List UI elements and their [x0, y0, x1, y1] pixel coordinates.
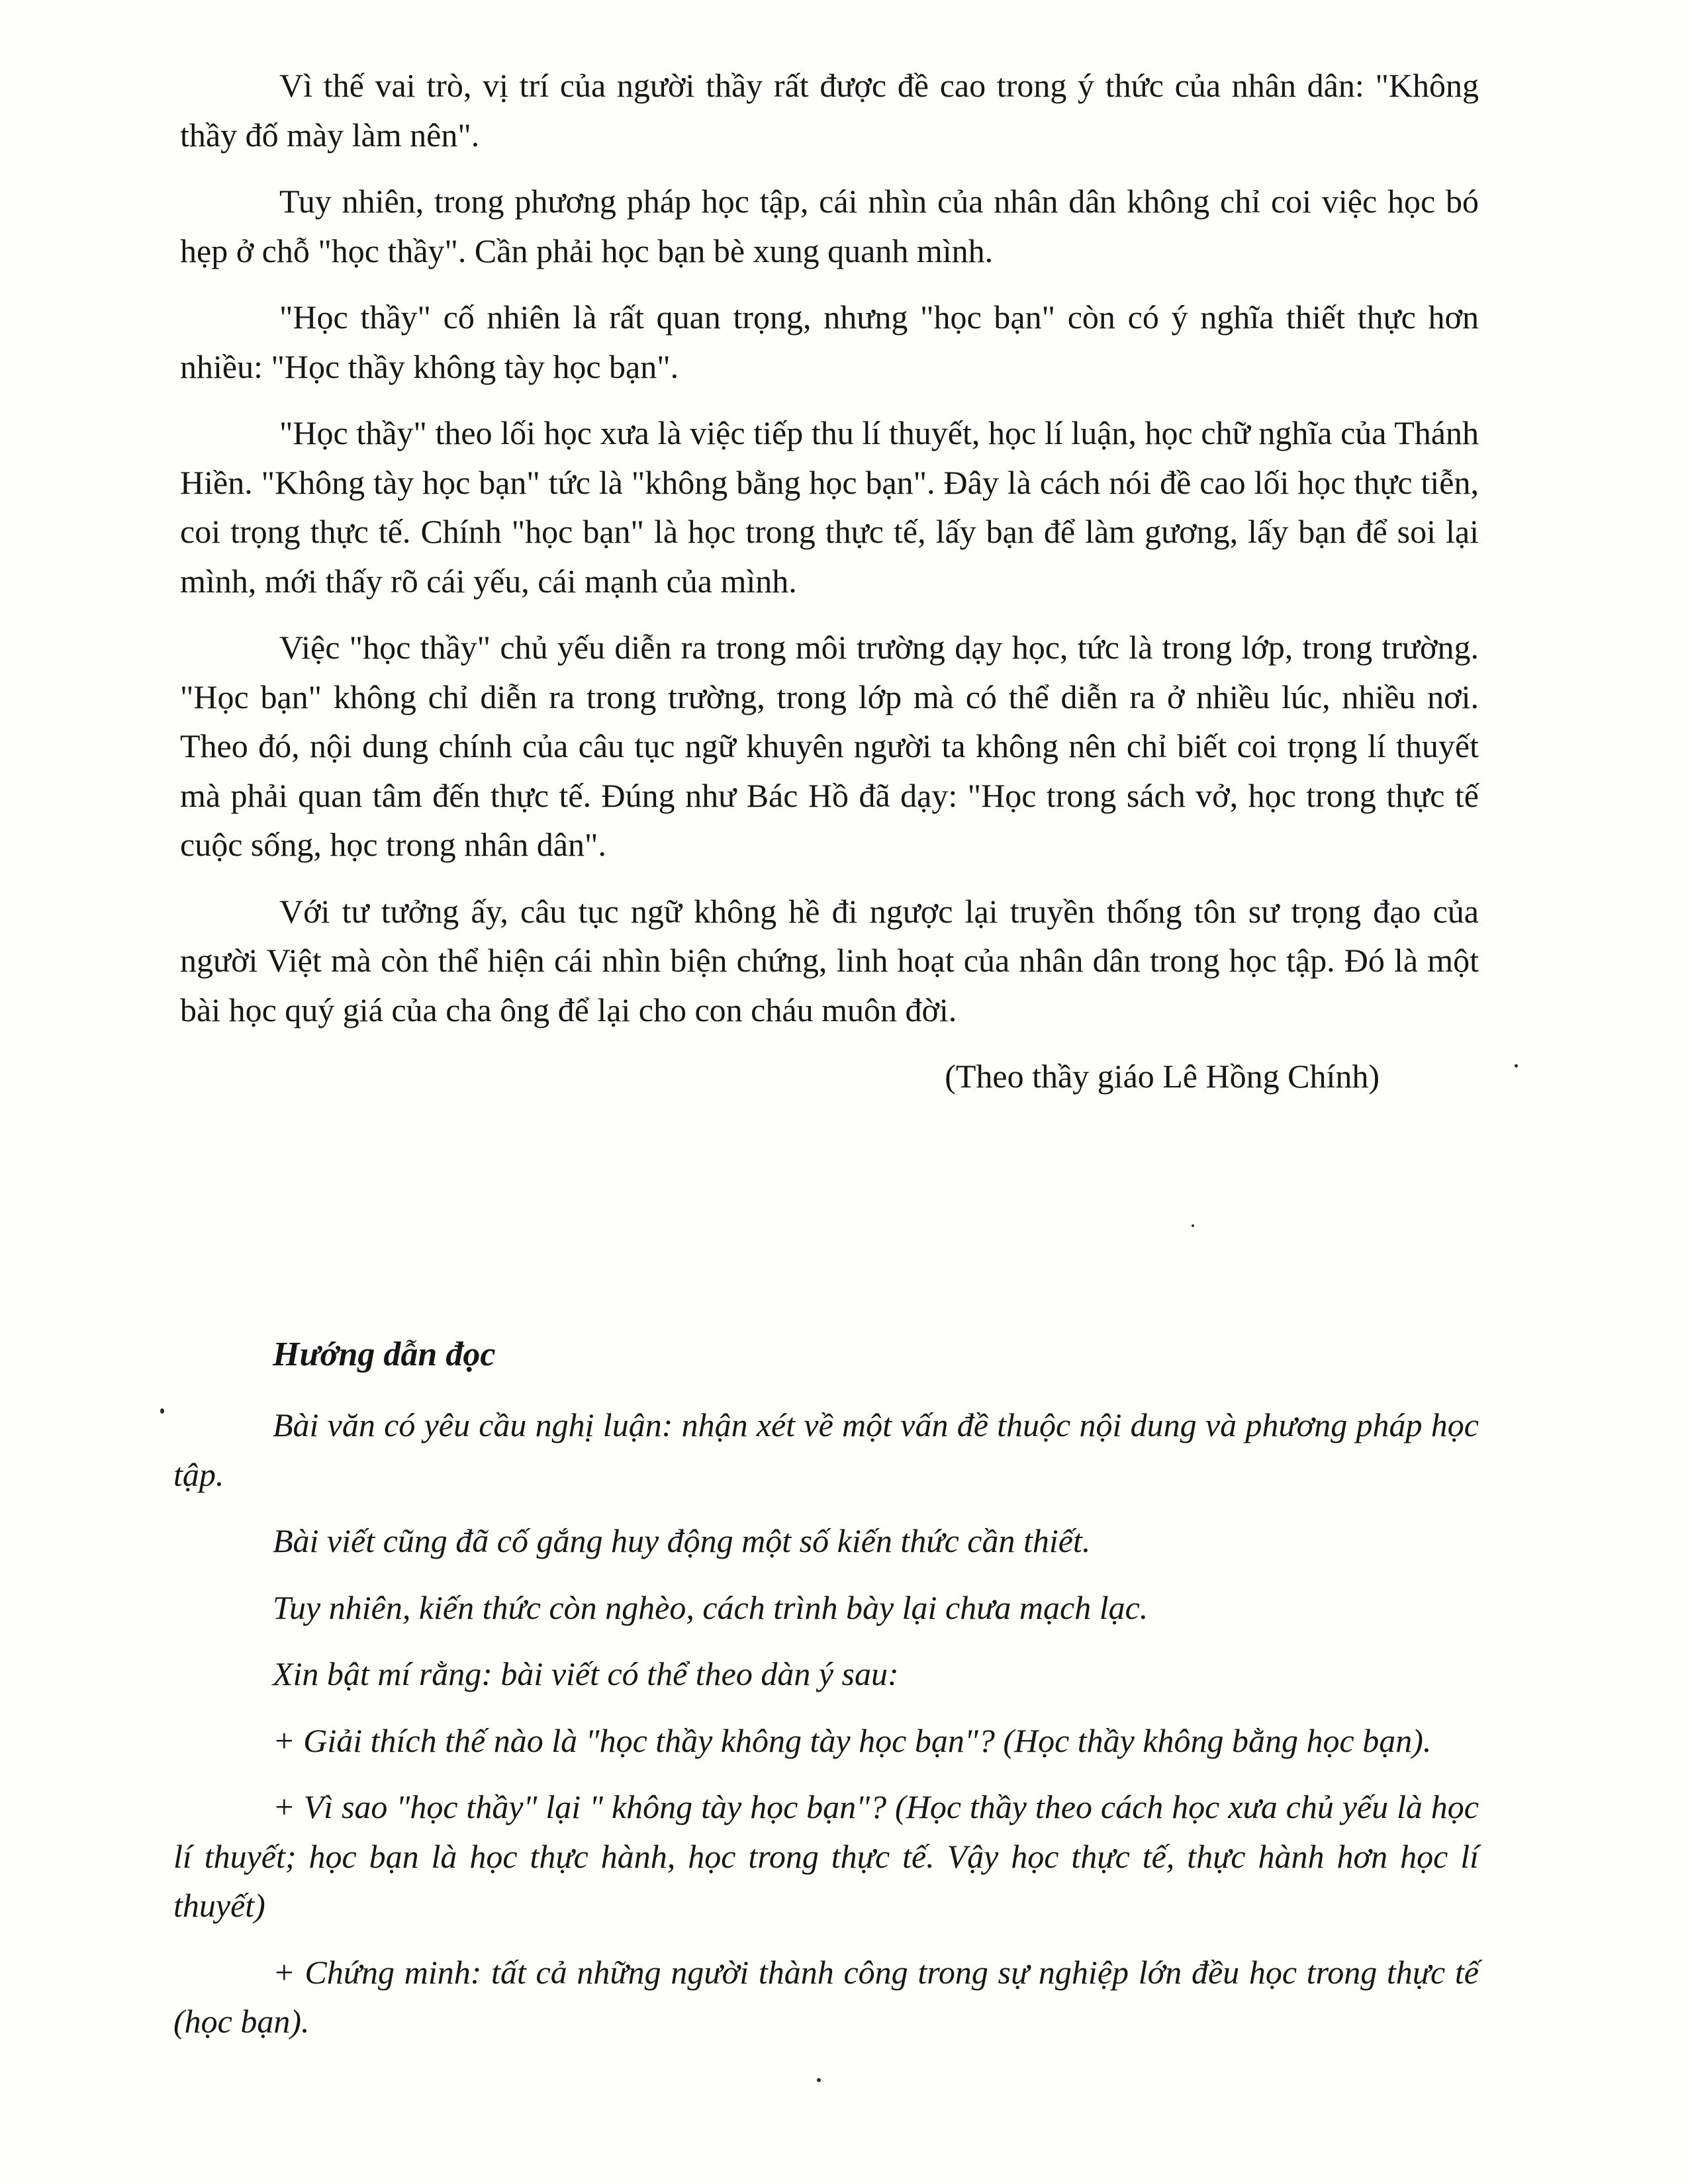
- article-paragraph: "Học thầy" theo lối học xưa là việc tiếp thu lí thuyết, học lí luận, học chữ nghĩa của Thánh Hiền. "Không tày học bạn" tức là "không bằng học bạn". Đây là cách nói đề cao lối học thực tiễn, coi trọng thực tế. Chính "học bạn" là học trong thực tế, lấy bạn để làm gương, lấy bạn để soi lại mình, mới thấy rõ cái yếu, cái mạnh của mình.: [180, 414, 1479, 600]
- article-paragraph: Việc "học thầy" chủ yếu diễn ra trong môi trường dạy học, tức là trong lớp, trong trường. "Học bạn" không chỉ diễn ra trong trường, trong lớp mà có thể diễn ra ở nhiều lúc, nhiều nơi. Theo đó, nội dung chính của câu tục ngữ khuyên người ta không nên chỉ biết coi trọng lí thuyết mà phải quan tâm đến thực tế. Đúng như Bác Hồ đã dạy: "Học trong sách vở, học trong thực tế cuộc sống, học trong nhân dân".: [180, 629, 1479, 863]
- article-paragraph: Tuy nhiên, trong phương pháp học tập, cái nhìn của nhân dân không chỉ coi việc học bó hẹp ở chỗ "học thầy". Cần phải học bạn bè xung quanh mình.: [180, 183, 1479, 269]
- guide-paragraph: Xin bật mí rằng: bài viết có thể theo dàn ý sau:: [273, 1655, 899, 1692]
- scan-speck: [1192, 1224, 1194, 1227]
- article-body: [180, 61, 1479, 1119]
- guide-outline-item: + Vì sao "học thầy" lại " không tày học bạn"? (Học thầy theo cách học xưa chủ yếu là học lí thuyết; học bạn là học thực hành, học trong thực tế. Vậy học thực tế, thực hành hơn học lí thuyết): [173, 1788, 1479, 1924]
- article-paragraph: Vì thế vai trò, vị trí của người thầy rất được đề cao trong ý thức của nhân dân: "Không thầy đố mày làm nên".: [180, 67, 1479, 154]
- article-paragraph: "Học thầy" cố nhiên là rất quan trọng, nhưng "học bạn" còn có ý nghĩa thiết thực hơn nhiều: "Học thầy không tày học bạn".: [180, 298, 1479, 385]
- reading-guide: [173, 1330, 1479, 2064]
- guide-title: Hướng dẫn đọc: [273, 1336, 496, 1373]
- guide-paragraph: Bài văn có yêu cầu nghị luận: nhận xét về một vấn đề thuộc nội dung và phương pháp học tập.: [173, 1406, 1479, 1493]
- scan-speck: [817, 2078, 821, 2082]
- guide-paragraph: Tuy nhiên, kiến thức còn nghèo, cách trình bày lại chưa mạch lạc.: [273, 1588, 1149, 1626]
- scan-speck: [1515, 1064, 1518, 1068]
- article-attribution: (Theo thầy giáo Lê Hồng Chính): [945, 1058, 1380, 1095]
- guide-outline-item: + Giải thích thế nào là "học thầy không tày học bạn"? (Học thầy không bằng học bạn).: [273, 1721, 1432, 1759]
- scan-speck: [160, 1408, 164, 1414]
- guide-paragraph: Bài viết cũng đã cố gắng huy động một số kiến thức cần thiết.: [273, 1522, 1091, 1559]
- article-paragraph: Với tư tưởng ấy, câu tục ngữ không hề đi ngược lại truyền thống tôn sư trọng đạo của người Việt mà còn thể hiện cái nhìn biện chứng, linh hoạt của nhân dân trong học tập. Đó là một bài học quý giá của cha ông để lại cho con cháu muôn đời.: [180, 892, 1479, 1028]
- guide-outline-item: + Chứng minh: tất cả những người thành công trong sự nghiệp lớn đều học trong thực tế (học bạn).: [173, 1953, 1479, 2040]
